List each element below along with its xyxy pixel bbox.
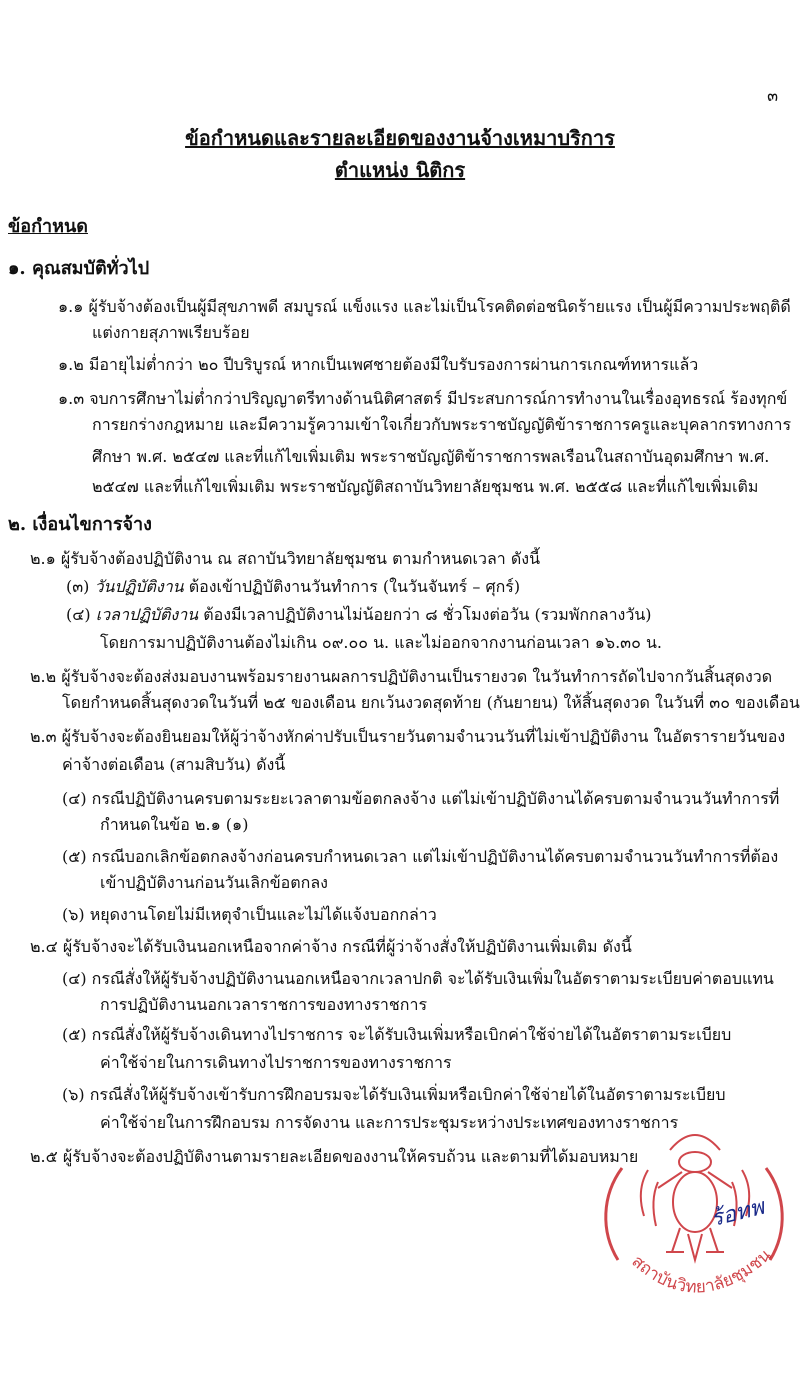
page-number: ๓ — [767, 86, 778, 105]
item-2-1-3-text: ต้องเข้าปฏิบัติงานวันทำการ (ในวันจันทร์ – ศุกร์) — [183, 577, 521, 596]
item-2-4-4-line1: (๔) กรณีสั่งให้ผู้รับจ้างปฏิบัติงานนอกเหนือจากเวลาปกติ จะได้รับเงินเพิ่มในอัตราตามระเบียบค่าตอบแทน — [62, 969, 774, 988]
document-subtitle: ตำแหน่ง นิติกร — [334, 158, 466, 182]
item-2-1-4-label: เวลาปฏิบัติงาน — [95, 605, 199, 624]
item-2-4-6-line2: ค่าใช้จ่ายในการฝึกอบรม การจัดงาน และการประชุมระหว่างประเทศของทางราชการ — [100, 1113, 679, 1132]
document-title: ข้อกำหนดและรายละเอียดของงานจ้างเหมาบริการ — [185, 126, 615, 150]
item-2-1: ๒.๑ ผู้รับจ้างต้องปฏิบัติงาน ณ สถาบันวิทยาลัยชุมชน ตามกำหนดเวลา ดังนี้ — [30, 549, 541, 568]
item-1-1-line1: ๑.๑ ผู้รับจ้างต้องเป็นผู้มีสุขภาพดี สมบูรณ์ แข็งแรง และไม่เป็นโรคติดต่อชนิดร้ายแรง เป็นผู้มีความประพฤติดี — [58, 297, 791, 316]
section-2-heading: ๒. เงื่อนไขการจ้าง — [8, 514, 152, 535]
item-1-3-line1: ๑.๓ จบการศึกษาไม่ต่ำกว่าปริญญาตรีทางด้านนิติศาสตร์ มีประสบการณ์การทำงานในเรื่องอุทธรณ์ ร้องทุกข์ — [58, 389, 788, 408]
item-2-1-4 — [66, 604, 652, 626]
item-2-2-line2: โดยกำหนดสิ้นสุดงวดในวันที่ ๒๕ ของเดือน ยกเว้นงวดสุดท้าย (กันยายน) ให้สิ้นสุดงวด ในวันที่ ๓๐ ของเดือน — [62, 693, 800, 712]
item-2-4-5-line2: ค่าใช้จ่ายในการเดินทางไปราชการของทางราชการ — [100, 1053, 452, 1072]
item-2-4-6-line1: (๖) กรณีสั่งให้ผู้รับจ้างเข้ารับการฝึกอบรมจะได้รับเงินเพิ่มหรือเบิกค่าใช้จ่ายได้ในอัตราตามระเบียบ — [62, 1085, 726, 1104]
section-1-heading: ๑. คุณสมบัติทั่วไป — [8, 258, 150, 279]
item-2-1-4-number: (๔) — [66, 605, 91, 624]
item-2-3-5-line1: (๕) กรณีบอกเลิกข้อตกลงจ้างก่อนครบกำหนดเวลา แต่ไม่เข้าปฏิบัติงานได้ครบตามจำนวนวันทำการที่ต้อง — [62, 847, 779, 866]
item-2-2-line1: ๒.๒ ผู้รับจ้างจะต้องส่งมอบงานพร้อมรายงานผลการปฏิบัติงานเป็นรายงวด ในวันทำการถัดไปจากวันสิ้นสุดงวด — [30, 667, 773, 686]
item-2-3-6: (๖) หยุดงานโดยไม่มีเหตุจำเป็นและไม่ได้แจ้งบอกกล่าว — [62, 905, 437, 924]
handwritten-signature: ร้อทพ — [708, 1194, 767, 1233]
seal-text — [628, 1245, 776, 1298]
item-2-3-4-line1: (๔) กรณีปฏิบัติงานครบตามระยะเวลาตามข้อตกลงจ้าง แต่ไม่เข้าปฏิบัติงานได้ครบตามจำนวนวันทำการที่ — [62, 789, 780, 808]
seal-text-path: สถาบันวิทยาลัยชุมชน — [627, 1245, 776, 1298]
item-1-3-line3: ศึกษา พ.ศ. ๒๕๔๗ และที่แก้ไขเพิ่มเติม พระราชบัญญัติข้าราชการพลเรือนในสถาบันอุดมศึกษา พ.ศ. — [92, 447, 770, 466]
item-2-3-5-line2: เข้าปฏิบัติงานก่อนวันเลิกข้อตกลง — [100, 873, 328, 892]
item-1-2: ๑.๒ มีอายุไม่ต่ำกว่า ๒๐ ปีบริบูรณ์ หากเป็นเพศชายต้องมีใบรับรองการผ่านการเกณฑ์ทหารแล้ว — [58, 355, 699, 374]
item-1-1-line2: แต่งกายสุภาพเรียบร้อย — [92, 323, 250, 342]
item-2-3-line2: ค่าจ้างต่อเดือน (สามสิบวัน) ดังนี้ — [62, 755, 286, 774]
item-2-3-line1: ๒.๓ ผู้รับจ้างจะต้องยินยอมให้ผู้ว่าจ้างหักค่าปรับเป็นรายวันตามจำนวนวันที่ไม่เข้าปฏิบัติงาน ในอัตรารายวันของ — [30, 727, 786, 746]
item-2-4-4-line2: การปฏิบัติงานนอกเวลาราชการของทางราชการ — [100, 995, 428, 1014]
item-2-3-4-line2: กำหนดในข้อ ๒.๑ (๑) — [100, 815, 249, 834]
item-2-5: ๒.๕ ผู้รับจ้างจะต้องปฏิบัติงานตามรายละเอียดของงานให้ครบถ้วน และตามที่ได้มอบหมาย — [30, 1147, 639, 1166]
item-2-1-3-label: วันปฏิบัติงาน — [94, 577, 184, 596]
item-2-1-4-text: ต้องมีเวลาปฏิบัติงานไม่น้อยกว่า ๘ ชั่วโมงต่อวัน (รวมพักกลางวัน) — [198, 605, 652, 624]
institution-seal-stamp — [600, 1110, 790, 1310]
item-1-3-line4: ๒๕๔๗ และที่แก้ไขเพิ่มเติม พระราชบัญญัติสถาบันวิทยาลัยชุมชน พ.ศ. ๒๕๕๘ และที่แก้ไขเพิ่มเติม — [92, 477, 759, 496]
item-2-4-5-line1: (๕) กรณีสั่งให้ผู้รับจ้างเดินทางไปราชการ จะได้รับเงินเพิ่มหรือเบิกค่าใช้จ่ายได้ในอัตราตามระเบียบ — [62, 1025, 732, 1044]
requirements-heading: ข้อกำหนด — [8, 216, 88, 237]
item-2-1-3-number: (๓) — [66, 577, 90, 596]
item-2-1-4-continued: โดยการมาปฏิบัติงานต้องไม่เกิน ๐๙.๐๐ น. และไม่ออกจากงานก่อนเวลา ๑๖.๓๐ น. — [100, 633, 662, 652]
item-2-1-3 — [66, 576, 520, 598]
item-1-3-line2: การยกร่างกฎหมาย และมีความรู้ความเข้าใจเกี่ยวกับพระราชบัญญัติข้าราชการครูและบุคลากรทางการ — [92, 415, 792, 434]
item-2-4: ๒.๔ ผู้รับจ้างจะได้รับเงินนอกเหนือจากค่าจ้าง กรณีที่ผู้ว่าจ้างสั่งให้ปฏิบัติงานเพิ่มเติม ดังนี้ — [30, 937, 632, 956]
